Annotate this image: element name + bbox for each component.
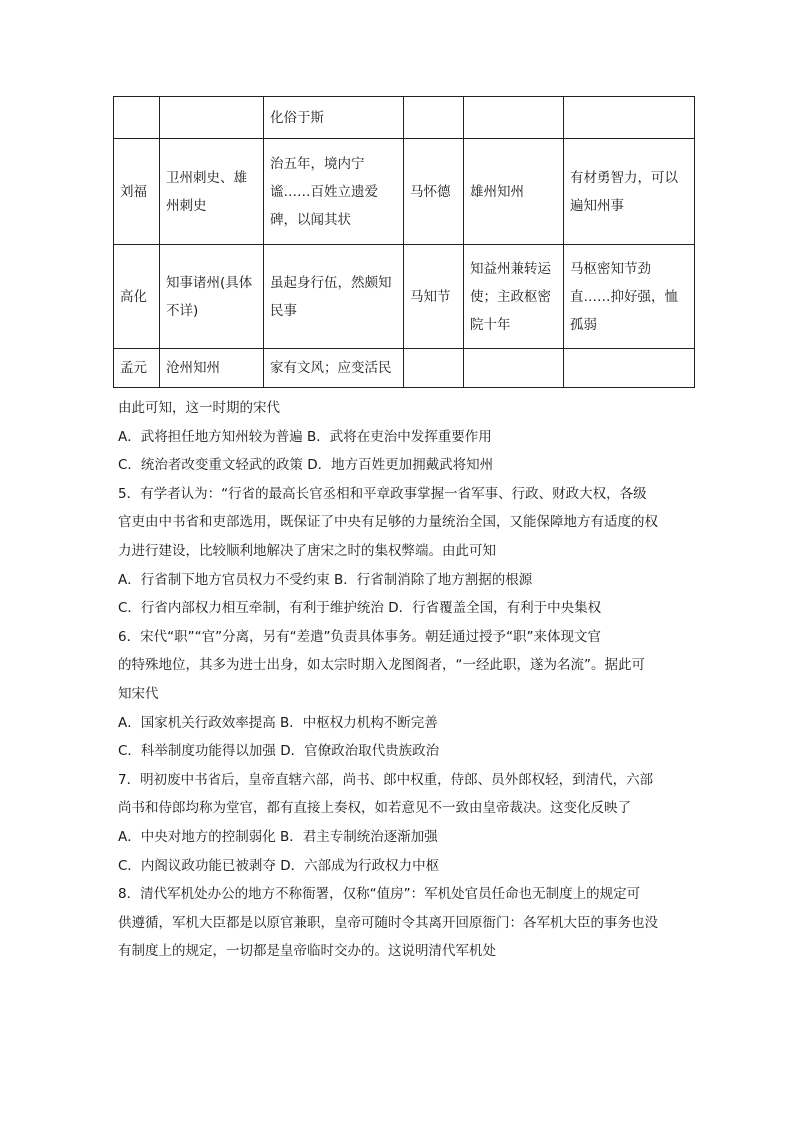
table-cell [464, 349, 564, 388]
text-line: 由此可知，这一时期的宋代 [118, 400, 280, 416]
table-cell: 化俗于斯 [264, 97, 404, 139]
table-cell: 知事诸州(具体不详) [160, 245, 264, 349]
table-cell [464, 97, 564, 139]
table-cell [564, 349, 695, 388]
table-cell: 马枢密知节劲直……抑好强，恤孤弱 [564, 245, 695, 349]
table-cell [114, 97, 160, 139]
text-line: C．内阁议政功能已被剥夺 D．六部成为行政权力中枢 [118, 857, 440, 874]
table-cell: 卫州刺史、雄州刺史 [160, 139, 264, 245]
text-line: 供遵循，军机大臣都是以原官兼职，皇帝可随时令其离开回原衙门：各军机大臣的事务也没 [118, 914, 658, 931]
table-cell: 雄州知州 [464, 139, 564, 245]
table-cell [404, 97, 464, 139]
text-line: 有制度上的规定，一切都是皇帝临时交办的。这说明清代军机处 [118, 943, 496, 960]
table-cell [564, 97, 695, 139]
text-line: 8．清代军机处办公的地方不称衙署，仅称“值房”：军机处官员任命也无制度上的规定可 [118, 886, 641, 903]
table-cell: 家有文风；应变活民 [264, 349, 404, 388]
officials-table [113, 96, 694, 388]
text-line: A．武将担任地方知州较为普遍 B．武将在吏治中发挥重要作用 [118, 428, 492, 445]
text-line: 官吏由中书省和吏部选用，既保证了中央有足够的力量统治全国，又能保障地方有适度的权 [118, 514, 658, 531]
table-cell: 马怀德 [404, 139, 464, 245]
table-cell: 马知节 [404, 245, 464, 349]
table-cell [160, 97, 264, 139]
text-line: A．中央对地方的控制弱化 B．君主专制统治逐渐加强 [118, 828, 438, 845]
text-line: A．行省制下地方官员权力不受约束 B．行省制消除了地方割据的根源 [118, 571, 533, 588]
table-row [114, 245, 695, 349]
table-cell: 孟元 [114, 349, 160, 388]
text-line: 7．明初废中书省后，皇帝直辖六部，尚书、郎中权重，侍郎、员外郎权轻，到清代，六部 [118, 771, 654, 788]
table-body [114, 97, 695, 388]
table-cell: 沧州知州 [160, 349, 264, 388]
table-cell [404, 349, 464, 388]
text-line: A．国家机关行政效率提高 B．中枢权力机构不断完善 [118, 714, 438, 731]
text-line: 知宋代 [118, 685, 159, 702]
text-line: 6．宋代“职”“官”分离，另有“差遣”负责具体事务。朝廷通过授予“职”来体现文官 [118, 628, 602, 645]
table-row [114, 139, 695, 245]
table-cell: 虽起身行伍，然颇知民事 [264, 245, 404, 349]
text-line: C．科举制度功能得以加强 D．官僚政治取代贵族政治 [118, 743, 440, 760]
officials-table-grid [113, 96, 695, 388]
table-cell: 刘福 [114, 139, 160, 245]
text-line: C．行省内部权力相互牵制，有利于维护统治 D．行省覆盖全国，有利于中央集权 [118, 600, 602, 617]
text-line: 力进行建设，比较顺利地解决了唐宋之时的集权弊端。由此可知 [118, 542, 496, 559]
question-text [118, 394, 698, 966]
table-row [114, 97, 695, 139]
table-cell: 有材勇智力，可以遍知州事 [564, 139, 695, 245]
table-row [114, 349, 695, 388]
text-line: 5．有学者认为：“行省的最高长官丞相和平章政事掌握一省军事、行政、财政大权，各级 [118, 485, 647, 502]
text-line: 尚书和侍郎均称为堂官，都有直接上奏权，如若意见不一致由皇帝裁决。这变化反映了 [118, 800, 631, 817]
text-line: C．统治者改变重文轻武的政策 D．地方百姓更加拥戴武将知州 [118, 457, 494, 474]
table-cell: 高化 [114, 245, 160, 349]
table-cell: 知益州兼转运使；主政枢密院十年 [464, 245, 564, 349]
table-cell: 治五年，境内宁谧……百姓立遗爱碑，以闻其状 [264, 139, 404, 245]
text-line: 的特殊地位，其多为进士出身，如太宗时期入龙图阁者，“一经此职，遂为名流”。据此可 [118, 657, 645, 674]
